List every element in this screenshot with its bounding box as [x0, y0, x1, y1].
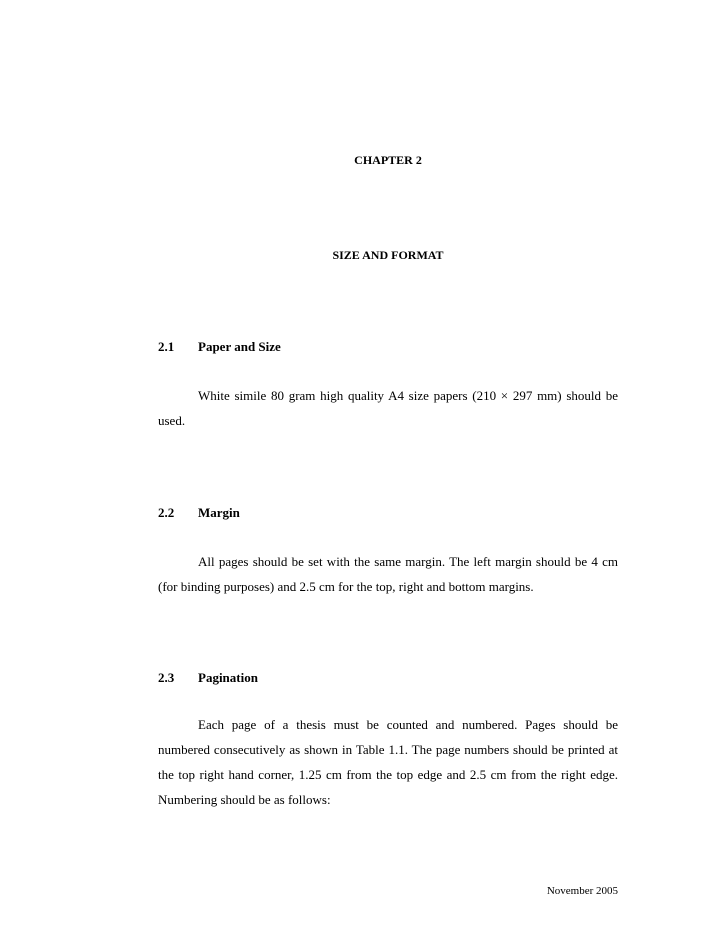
- section-heading: [158, 671, 258, 685]
- section-title: Pagination: [198, 670, 258, 685]
- chapter-title: SIZE AND FORMAT: [332, 248, 444, 262]
- section-number: 2.2: [158, 505, 175, 520]
- section-paragraph: All pages should be set with the same margin. The left margin should be 4 cm (for binding purposes) and 2.5 cm for the top, right and bottom margins.: [158, 554, 618, 594]
- page-footer-date: November 2005: [546, 885, 618, 897]
- section-paragraph: Each page of a thesis must be counted and numbered. Pages should be numbered consecutively as shown in Table 1.1. The page numbers should be printed at the top right hand corner, 1.25 cm from the top edge and 2.5 cm from the right edge. Numbering should be as follows:: [158, 717, 618, 807]
- section-heading: [158, 506, 240, 520]
- section-number: 2.3: [158, 670, 175, 685]
- section-number: 2.1: [158, 339, 175, 354]
- section-title: Margin: [198, 505, 240, 520]
- section-title: Paper and Size: [198, 339, 281, 354]
- chapter-label: CHAPTER 2: [354, 153, 422, 167]
- section-heading: [158, 340, 281, 354]
- section-paragraph: White simile 80 gram high quality A4 size papers (210 × 297 mm) should be used.: [158, 388, 618, 428]
